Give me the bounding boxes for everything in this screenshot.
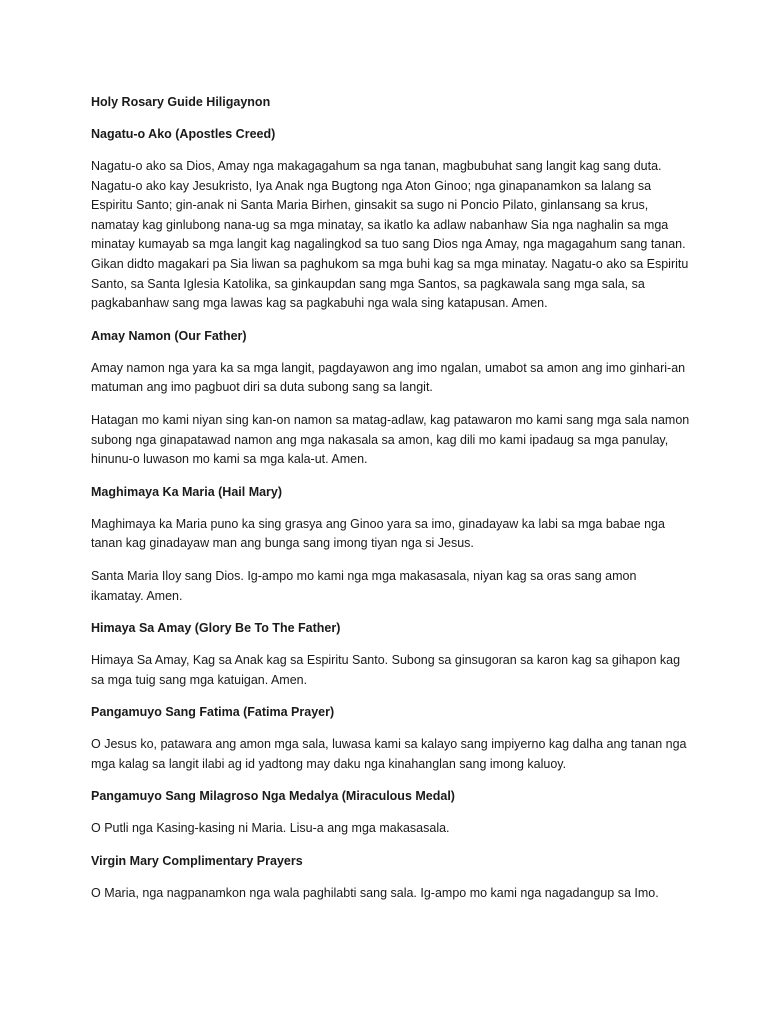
paragraph: O Jesus ko, patawara ang amon mga sala, luwasa kami sa kalayo sang impiyerno kag dalha ang tanan nga mga kalag sa langit ilabi ag id yadtong may daku nga kinahanglan sang imong kaluoy. (91, 737, 687, 771)
section-heading: Pangamuyo Sang Fatima (Fatima Prayer) (91, 705, 335, 720)
paragraph: Nagatu-o ako sa Dios, Amay nga makagagahum sa nga tanan, magbubuhat sang langit kag sang duta. Nagatu-o ako kay Jesukristo, Iya Anak nga Bugtong nga Aton Ginoo; nga ginapanamkon sa lalang sa Espiritu Santo; gin-anak ni Santa Maria Birhen, ginsakit sa sugo ni Poncio Pilato, ginlansang sa krus, namatay kag ginlubong nana-ug sa mga minatay, sa ikatlo ka adlaw nabanhaw Sia nga naghalin sa mga minatay kumayab sa mga langit kag nagalingkod sa tuo sang Dios nga Amay, nga magagahum sang tanan. Gikan didto magakari pa Sia liwan sa paghukom sa mga buhi kag sa mga minatay. Nagatu-o ako sa Espiritu Santo, sa Santa Iglesia Katolika, sa ginkaupdan sang mga Santos, sa pagkawala sang mga sala, sa pagkabanhaw sang mga lawas kag sa pagkabuhi nga wala sing katapusan. Amen. (91, 159, 689, 311)
paragraph: Santa Maria Iloy sang Dios. Ig-ampo mo kami nga mga makasasala, niyan kag sa oras sang amon ikamatay. Amen. (91, 568, 637, 603)
paragraph: O Maria, nga nagpanamkon nga wala paghilabti sang sala. Ig-ampo mo kami nga nagadangup sa Imo. (91, 886, 659, 901)
section-heading: Maghimaya Ka Maria (Hail Mary) (91, 484, 283, 499)
paragraph: Amay namon nga yara ka sa mga langit, pagdayawon ang imo ngalan, umabot sa amon ang imo ginhari-an matuman ang imo pagbuot diri sa duta subong sang sa langit. (91, 360, 686, 395)
section-heading: Pangamuyo Sang Milagroso Nga Medalya (Miraculous Medal) (91, 789, 455, 804)
section-glory-be (91, 619, 691, 690)
section-our-father (91, 327, 691, 470)
section-apostles-creed (91, 125, 691, 314)
paragraph: Maghimaya ka Maria puno ka sing grasya ang Ginoo yara sa imo, ginadayaw ka labi sa mga babae nga tanan kag ginadayaw man ang bunga sang imong tiyan nga si Jesus. (91, 516, 665, 551)
section-heading: Himaya Sa Amay (Glory Be To The Father) (91, 621, 341, 636)
paragraph: Hatagan mo kami niyan sing kan-on namon sa matag-adlaw, kag patawaron mo kami sang mga sala namon subong nga ginapatawad namon ang mga nakasala sa amon, kag dili mo kami ipadaug sa mga panulay, hinunu-o luwason mo kami sa mga kala-ut. Amen. (91, 412, 690, 467)
section-miraculous-medal (91, 787, 691, 839)
section-heading: Nagatu-o Ako (Apostles Creed) (91, 127, 276, 141)
section-fatima-prayer (91, 703, 691, 774)
section-heading: Virgin Mary Complimentary Prayers (91, 854, 303, 869)
document-page (91, 93, 691, 917)
paragraph: O Putli nga Kasing-kasing ni Maria. Lisu-a ang mga makasasala. (91, 821, 450, 836)
paragraph: Himaya Sa Amay, Kag sa Anak kag sa Espiritu Santo. Subong sa ginsugoran sa karon kag sa gihapon kag sa mga tuig sang mga katuigan. Amen. (91, 653, 681, 687)
document-title: Holy Rosary Guide Hiligaynon (91, 95, 271, 109)
section-hail-mary (91, 483, 691, 606)
section-complimentary-prayers (91, 852, 691, 904)
section-heading: Amay Namon (Our Father) (91, 328, 247, 343)
